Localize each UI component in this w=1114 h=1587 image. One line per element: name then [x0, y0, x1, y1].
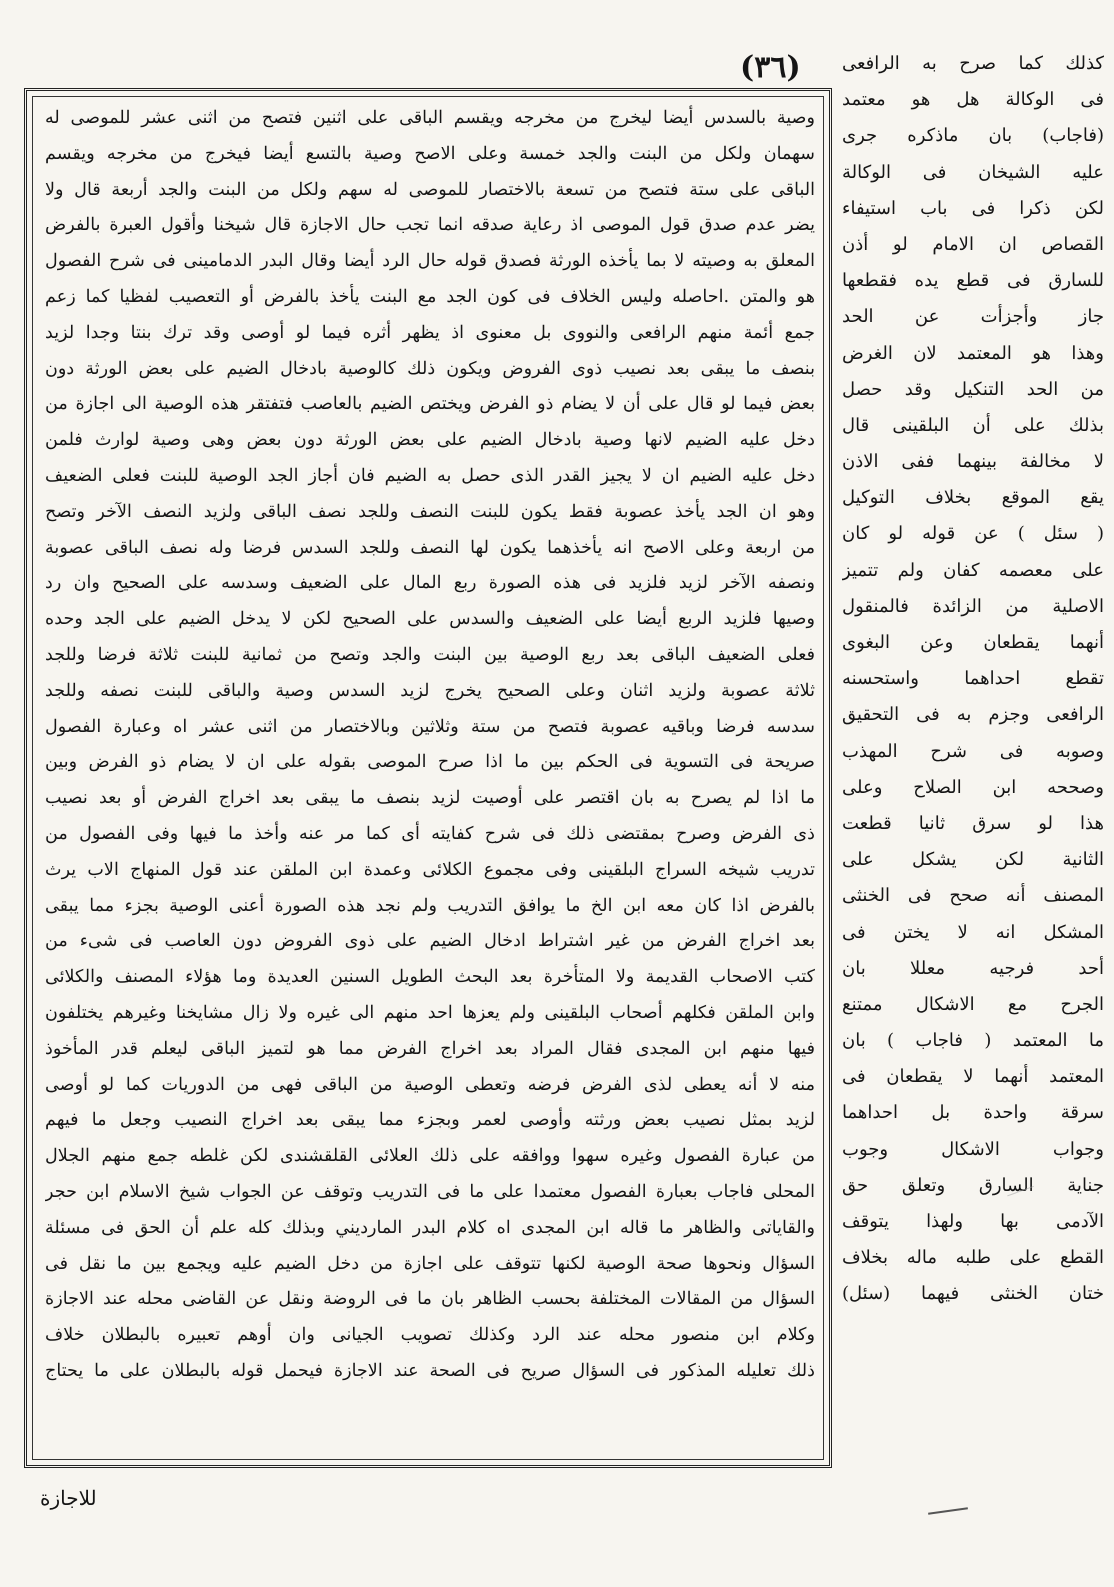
- catchword: للاجازة: [40, 1486, 97, 1510]
- margin-gloss-line: وصححه ابن الصلاح وعلى: [842, 776, 1104, 798]
- main-text-line: المعلق به وصيته لا بما يأخذه الورثة فصدق قوله حال الرد أيضا وقال البدر الدمامينى فى شرح الفصول: [45, 251, 815, 272]
- margin-gloss-line: وهذا هو المعتمد لان الغرض: [842, 342, 1104, 364]
- main-text-line: جمع أئمة منهم الرافعى والنووى بل معنوى اذ يظهر أثره فيما لو أوصى وقد ترك بنتا وجدا لزيد: [45, 322, 815, 343]
- main-text-line: وصية بالسدس أيضا ليخرج من مخرجه ويقسم الباقى على اثنين فتصح من اثنى عشر للموصى له: [45, 108, 815, 128]
- margin-gloss-line: ختان الخنثى فيهما (سئل): [842, 1283, 1104, 1305]
- main-text-line: كتب الاصحاب القديمة ولا المتأخرة بعد البحث الطويل السنين العديدة وما هؤلاء المصنف والكلائى: [45, 967, 815, 988]
- margin-gloss-line: القطع على طلبه ماله بخلاف: [842, 1247, 1104, 1269]
- main-text-line: المحلى فاجاب بعبارة الفصول معتمدا على ما فى التدريب وتوقف عن الجواب شيخ الاسلام ابن حجر: [45, 1181, 815, 1202]
- page-number: (٣٦): [740, 50, 801, 85]
- margin-gloss-line: فى الوكالة هل هو معتمد: [842, 89, 1104, 111]
- margin-gloss-line: جناية السارق وتعلق حق: [842, 1174, 1104, 1196]
- main-text-line: فعلى الضعيف الباقى بعد ربع الوصية بين البنت والجد وتصح من ثمانية للبنت ثلاثة فرضا وللجد: [45, 644, 815, 665]
- margin-gloss-line: الاصلية من الزائدة فالمنقول: [842, 595, 1104, 617]
- margin-gloss-line: وصوبه فى شرح المهذب: [842, 740, 1104, 762]
- margin-gloss-line: للسارق فى قطع يده فقطعها: [842, 270, 1104, 292]
- margin-gloss-line: على معصمه كفان ولم تتميز: [842, 559, 1104, 581]
- margin-gloss-line: المعتمد أنهما لا يقطعان فى: [842, 1066, 1104, 1088]
- main-text-line: دخل عليه الضيم ان لا يجيز القدر الذى حصل به الضيم فان أجاز الجد الوصية للبنت فعلى الضعيف: [45, 465, 815, 486]
- main-text-line: صريحة فى التسوية فى الحكم بين ما اذا صرح الموصى بقوله على ان لا يضام ذو الفرض وبين: [45, 752, 815, 773]
- main-text-line: وصيها فلزيد الربع أيضا على الضعيف والسدس على الصحيح لكن لا يدخل الضيم على الجد وحده: [45, 609, 815, 630]
- main-text-line: بالفرض اذا كان معه ابن الخ ما يوافق التدريب ولم نجد هذه الصورة أعنى الوصية بجزء مما يبقى: [45, 895, 815, 916]
- margin-gloss-line: كذلك كما صرح به الرافعى: [842, 53, 1104, 74]
- main-text-line: وكلام ابن منصور محله عند الرد وكذلك تصويب الجيانى وان أوهم تعبيره بالبطلان خلاف: [45, 1325, 815, 1346]
- main-text: [45, 101, 815, 1390]
- margin-gloss-line: وجواب الاشكال وجوب: [842, 1138, 1104, 1160]
- main-text-line: سهمان ولكل من البنت والجد خمسة وعلى الاصح وصية بالتسع أيضا فيخرج من مخرجه ويقسم: [45, 143, 815, 164]
- main-text-line: السؤال ونحوها صحة الوصية لكنها تتوقف على اجازة من دخل الضيم عليه ويجمع بين ما نقل فى: [45, 1253, 815, 1274]
- margin-gloss-line: سرقة واحدة بل احداهما: [842, 1102, 1104, 1124]
- main-text-line: تدريب شيخه السراج البلقينى وفى مجموع الكلائى وعمدة ابن الملقن عند قول المنهاج الاب يرث: [45, 859, 815, 880]
- margin-gloss-line: عليه الشيخان فى الوكالة: [842, 161, 1104, 183]
- main-text-line: والقاياتى والظاهر ما قاله ابن المجدى اه كلام البدر المارديني وبذلك كله علم أن الحق فى مسئلة: [45, 1217, 815, 1238]
- margin-gloss-line: الرافعى وجزم به فى التحقيق: [842, 704, 1104, 726]
- main-text-line: بعض فيما لو قال على أن لا يضام ذو الفرض ويختص الضيم بالعاصب فتفتقر هذه الوصية الى اجازة من: [45, 394, 815, 415]
- margin-gloss-line: المشكل انه لا يختن فى: [842, 921, 1104, 943]
- margin-gloss-line: ( سئل ) عن قوله لو كان: [842, 523, 1104, 545]
- main-text-line: بعد اخراج الفرض من غير اشتراط ادخال الضيم على ذوى الفروض دون العاصب فى شىء من: [45, 931, 815, 952]
- main-text-line: لزيد بمثل نصيب بعض ورثته وأوصى لعمر وبجزء مما يبقى بعد اخراج النصيب وجعل ما فيهم: [45, 1110, 815, 1131]
- margin-gloss: [842, 46, 1104, 1305]
- ink-dash: [928, 1507, 968, 1515]
- margin-gloss-line: ما المعتمد ( فاجاب ) بان: [842, 1030, 1104, 1052]
- main-text-line: الباقى على ستة فتصح من تسعة بالاختصار للموصى له سهم ولكل من البنت والجد أربعة قال ولا: [45, 179, 815, 200]
- margin-gloss-line: هذا لو سرق ثانيا قطعت: [842, 812, 1104, 834]
- margin-gloss-line: المصنف أنه صحح فى الخنثى: [842, 885, 1104, 907]
- margin-gloss-line: القصاص ان الامام لو أذن: [842, 233, 1104, 255]
- margin-gloss-line: (فاجاب) بان ماذكره جرى: [842, 125, 1104, 147]
- main-text-frame: [24, 88, 832, 1468]
- margin-gloss-line: يقع الموقع بخلاف التوكيل: [842, 487, 1104, 509]
- main-text-line: ذى الفرض وصرح بمقتضى ذلك فى شرح كفايته أى كما مر عنه وأخذ ما فيها وفى الفصول من: [45, 823, 815, 844]
- margin-gloss-line: أنهما يقطعان وعن البغوى: [842, 632, 1104, 653]
- main-text-line: ونصفه الآخر لزيد فلزيد فى هذه الصورة ربع المال على الضعيف وسدسه على الصحيح وان رد: [45, 573, 815, 594]
- main-text-line: منه لا أنه يعطى لذى الفرض فرضه وتعطى الوصية من الباقى فهى من الدوريات كما لو أوصى: [45, 1074, 815, 1095]
- margin-gloss-line: لا مخالفة بينهما ففى الاذن: [842, 451, 1104, 473]
- margin-gloss-line: أحد فرجيه معللا بان: [842, 957, 1104, 979]
- margin-gloss-line: تقطع احداهما واستحسنه: [842, 668, 1104, 690]
- margin-gloss-line: لكن ذكرا فى باب استيفاء: [842, 197, 1104, 219]
- main-text-line: ذلك تعليله المذكور فى السؤال صريح فى الصحة عند الاجازة فيحمل قوله بالبطلان على ما يحتاج: [45, 1360, 815, 1381]
- main-text-line: دخل عليه الضيم لانها وصية بادخال الضيم على بعض الورثة دون بعض وهى وصية لوارث فلمن: [45, 430, 815, 451]
- main-text-line: من عبارة الفصول وغيره سهوا ووافقه على ذلك العلائى القلقشندى لكن غلطه جمع منهم الجلال: [45, 1146, 815, 1167]
- main-text-line: من اربعة وعلى الاصح انه يأخذهما يكون لها النصف وللجد السدس فرضا وله نصف الباقى عصوبة: [45, 537, 815, 558]
- main-text-line: فيها منهم ابن المجدى فقال المراد بعد اخراج الفرض مما هو لتميز الباقى ليعلم قدر المأخوذ: [45, 1038, 815, 1059]
- main-text-line: بنصف ما يبقى بعد نصيب ذوى الفروض ويكون ذلك كالوصية بادخال الضيم على بعض الورثة دون: [45, 358, 815, 379]
- main-text-line: وهو ان الجد يأخذ عصوبة فقط يكون للبنت النصف وللجد نصف الباقى ولزيد النصف الآخر وتصح: [45, 501, 815, 522]
- margin-gloss-line: الثانية لكن يشكل على: [842, 849, 1104, 871]
- main-text-line: السؤال من المقالات المختلفة بحسب الظاهر بان ما فى الروضة ونقل عن القاضى محله عند الاجازة: [45, 1289, 815, 1310]
- margin-gloss-line: الآدمى بها ولهذا يتوقف: [842, 1211, 1104, 1232]
- main-text-line: ما اذا لم يصرح به بان اقتصر على أوصيت لزيد بنصف ما يبقى بعد اخراج الفرض أو بعد نصيب: [45, 788, 815, 809]
- main-text-line: وابن الملقن فكلهم أصحاب البلقينى ولم يعزها احد منهم الى غيره ولا زال مشايخنا وغيرهم يختلفون: [45, 1002, 815, 1023]
- margin-gloss-line: بذلك على أن البلقينى قال: [842, 414, 1104, 436]
- main-text-line: سدسه فرضا وباقيه عصوبة فتصح من ستة وثلاثين وبالاختصار من اثنى عشر اه وعبارة الفصول: [45, 716, 815, 737]
- margin-gloss-line: الجرح مع الاشكال ممتنع: [842, 993, 1104, 1015]
- main-text-line: ثلاثة عصوبة ولزيد اثنان وعلى الصحيح يخرج لزيد السدس وصية والباقى للبنت نصفه وللجد: [45, 680, 815, 701]
- margin-gloss-line: جاز وأجزأت عن الحد: [842, 306, 1104, 328]
- main-text-line: يضر عدم صدق قول الموصى اذ رعاية صدقه انما تجب حال الاجازة قال شيخنا وأقول العبرة بالفرض: [45, 215, 815, 236]
- margin-gloss-line: من الحد التنكيل وقد حصل: [842, 378, 1104, 400]
- main-text-line: هو والمتن .احاصله وليس الخلاف فى كون الجد مع البنت يأخذ بالفرض أو التعصيب لفظيا كما زعم: [45, 286, 815, 307]
